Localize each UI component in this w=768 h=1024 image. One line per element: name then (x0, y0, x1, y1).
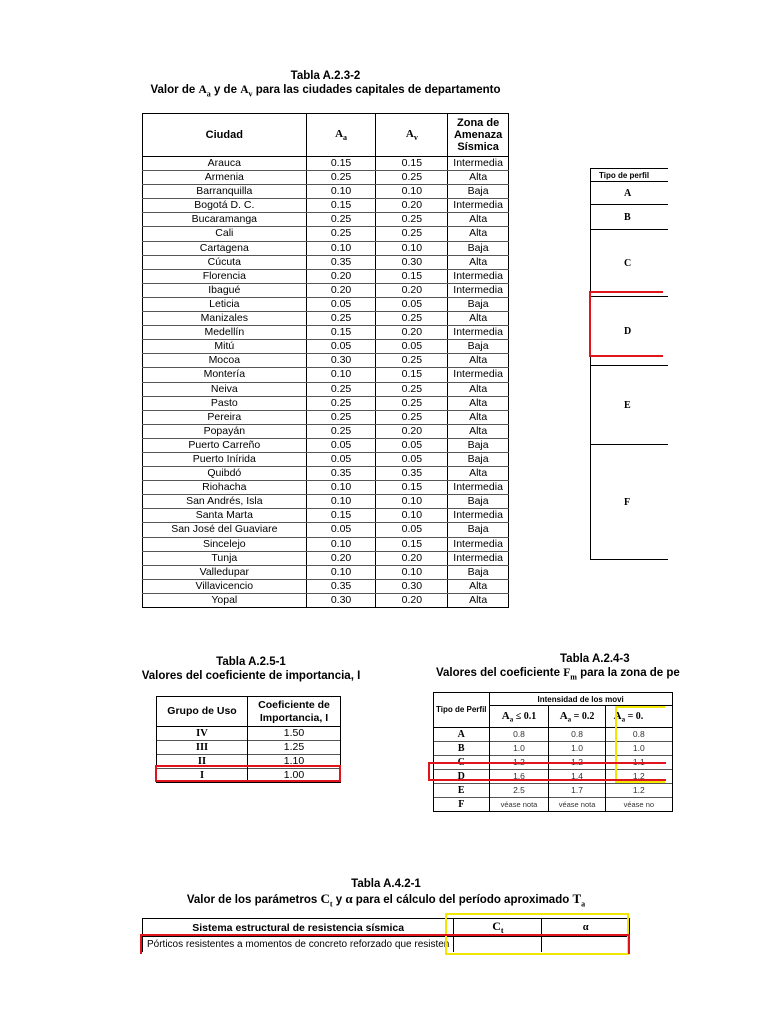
cell-zona: Alta (448, 382, 509, 396)
cell-aa: 0.20 (306, 283, 376, 297)
table-row (143, 340, 509, 354)
cell-ciudad: Sincelejo (143, 537, 307, 551)
cell-zona: Alta (448, 424, 509, 438)
cell-av: 0.25 (376, 354, 448, 368)
cell-ciudad: Bogotá D. C. (143, 199, 307, 213)
header-zona: Zona de Amenaza Sísmica (448, 114, 509, 157)
cell-ciudad: Popayán (143, 424, 307, 438)
table-row (143, 467, 509, 481)
tipo-perfil-row: E (591, 366, 669, 445)
cell-ciudad: San Andrés, Isla (143, 495, 307, 509)
cell-av: 0.35 (376, 467, 448, 481)
cell-zona: Baja (448, 340, 509, 354)
cell-zona: Alta (448, 171, 509, 185)
cell-zona: Baja (448, 185, 509, 199)
cell-aa: 0.35 (306, 579, 376, 593)
cell-av: 0.10 (376, 241, 448, 255)
cell-grupo: I (157, 769, 248, 783)
cell-aa: 0.15 (306, 509, 376, 523)
cell-zona: Intermedia (448, 269, 509, 283)
cell-fm: 1.6 (489, 770, 549, 784)
tipo-perfil-table (590, 168, 668, 560)
cell-zona: Intermedia (448, 537, 509, 551)
cell-aa: 0.05 (306, 523, 376, 537)
cell-aa: 0.10 (306, 368, 376, 382)
cell-av: 0.30 (376, 579, 448, 593)
cell-av: 0.10 (376, 565, 448, 579)
table-row (143, 241, 509, 255)
cell-zona: Intermedia (448, 481, 509, 495)
table-row (143, 523, 509, 537)
cell-ciudad: Puerto Inírida (143, 452, 307, 466)
cell-fm: 1.7 (549, 784, 605, 798)
tabla-a243-title: Tabla A.2.4-3 (560, 653, 630, 665)
cell-ciudad: Manizales (143, 312, 307, 326)
table-row (143, 354, 509, 368)
cell-fm: véase nota (489, 798, 549, 812)
cell-aa: 0.30 (306, 593, 376, 607)
cell-av: 0.15 (376, 481, 448, 495)
highlight-perfil-d-row (428, 762, 666, 781)
partial-row-text: Pórticos resistentes a momentos de concreto reforzado que resisten (143, 937, 454, 953)
cell-av: 0.05 (376, 340, 448, 354)
tabla-a421-subtitle: Valor de los parámetros $C_t$ y α para el cálculo del período aproximado $T_a$ (186, 891, 586, 909)
cell-fm: 1.2 (605, 770, 672, 784)
cell-av: 0.05 (376, 438, 448, 452)
cell-aa: 0.10 (306, 537, 376, 551)
cell-aa: 0.35 (306, 467, 376, 481)
table-row (143, 199, 509, 213)
cell-ciudad: Neiva (143, 382, 307, 396)
tipo-perfil-row: C (591, 230, 669, 297)
cell-coeficiente: 1.50 (248, 727, 341, 741)
cell-av: 0.20 (376, 551, 448, 565)
cell-tipo: E (434, 784, 490, 798)
tipo-perfil-row: D (591, 297, 669, 366)
cell-fm: 0.8 (549, 728, 605, 742)
tipo-perfil-header: Tipo de perfil (591, 169, 669, 182)
cell-fm: 1.1 (605, 756, 672, 770)
table-row (143, 312, 509, 326)
table-row (143, 551, 509, 565)
cell-zona: Intermedia (448, 368, 509, 382)
cell-fm: 0.8 (605, 728, 672, 742)
table-row (143, 283, 509, 297)
highlight-perfil-d (589, 291, 663, 357)
tabla-a251-subtitle: Valores del coeficiente de importancia, I (141, 670, 361, 682)
highlight-porticos-row (140, 934, 630, 954)
table-row (143, 255, 509, 269)
table-row (143, 565, 509, 579)
tabla-a232-subtitle: Valor de $A_a$ y de $A_v$ para las ciudades capitales de departamento (150, 84, 501, 99)
cell-ciudad: Pereira (143, 410, 307, 424)
table-row (143, 326, 509, 340)
cell-av: 0.05 (376, 297, 448, 311)
cell-zona: Baja (448, 297, 509, 311)
header-aa-03: $A_a = 0$. (605, 706, 672, 728)
cell-fm: 2.5 (489, 784, 549, 798)
cell-coeficiente: 1.00 (248, 769, 341, 783)
cell-aa: 0.05 (306, 452, 376, 466)
table-row (143, 410, 509, 424)
cell-aa: 0.10 (306, 241, 376, 255)
cell-av: 0.25 (376, 396, 448, 410)
cell-av: 0.20 (376, 593, 448, 607)
cell-zona: Intermedia (448, 157, 509, 171)
cell-ciudad: Valledupar (143, 565, 307, 579)
cell-grupo: II (157, 755, 248, 769)
cell-ciudad: Barranquilla (143, 185, 307, 199)
cell-aa: 0.20 (306, 269, 376, 283)
cell-av: 0.10 (376, 495, 448, 509)
cell-fm: 1.0 (489, 742, 549, 756)
tabla-a421-title: Tabla A.4.2-1 (351, 878, 421, 890)
cell-fm: 1.2 (489, 756, 549, 770)
header-coeficiente: Coeficiente de Importancia, I (248, 697, 341, 727)
table-row (434, 798, 673, 812)
cell-av: 0.20 (376, 283, 448, 297)
table-row (143, 593, 509, 607)
header-aa: $A_a$ (306, 114, 376, 157)
cell-aa: 0.35 (306, 255, 376, 269)
table-row (143, 269, 509, 283)
cell-ciudad: Mocoa (143, 354, 307, 368)
header-aa-01: $A_a \le 0.1$ (489, 706, 549, 728)
table-row (143, 481, 509, 495)
cell-zona: Alta (448, 410, 509, 424)
highlight-grupo-i (155, 765, 341, 782)
tabla-a232-title: Tabla A.2.3-2 (290, 70, 361, 82)
cell-av: 0.15 (376, 368, 448, 382)
cell-ciudad: Cúcuta (143, 255, 307, 269)
cell-ciudad: Florencia (143, 269, 307, 283)
cell-ciudad: Quibdó (143, 467, 307, 481)
cell-ciudad: Bucaramanga (143, 213, 307, 227)
table-row (143, 438, 509, 452)
cell-zona: Baja (448, 438, 509, 452)
cell-fm: 0.8 (489, 728, 549, 742)
table-row (143, 509, 509, 523)
tabla-a232-body (143, 157, 509, 608)
header-intensidad: Intensidad de los movi (489, 693, 672, 706)
cell-av: 0.30 (376, 255, 448, 269)
cell-av: 0.05 (376, 523, 448, 537)
tipo-perfil-clip (588, 166, 660, 550)
cell-grupo: III (157, 741, 248, 755)
table-row (157, 741, 341, 755)
cell-ciudad: Armenia (143, 171, 307, 185)
table-row (143, 537, 509, 551)
cell-av: 0.10 (376, 185, 448, 199)
cell-tipo: C (434, 756, 490, 770)
tabla-a232 (142, 113, 509, 608)
cell-coeficiente: 1.25 (248, 741, 341, 755)
cell-zona: Alta (448, 213, 509, 227)
cell-aa: 0.15 (306, 199, 376, 213)
cell-zona: Alta (448, 396, 509, 410)
cell-aa: 0.10 (306, 495, 376, 509)
cell-ciudad: Cali (143, 227, 307, 241)
cell-ciudad: San José del Guaviare (143, 523, 307, 537)
table-row (143, 157, 509, 171)
tipo-perfil-row: F (591, 445, 669, 560)
table-row (143, 213, 509, 227)
cell-ciudad: Cartagena (143, 241, 307, 255)
cell-zona: Intermedia (448, 283, 509, 297)
cell-aa: 0.05 (306, 297, 376, 311)
cell-coeficiente: 1.10 (248, 755, 341, 769)
table-row (143, 396, 509, 410)
table-row (143, 368, 509, 382)
table-row (434, 784, 673, 798)
cell-ciudad: Villavicencio (143, 579, 307, 593)
cell-av: 0.25 (376, 171, 448, 185)
cell-aa: 0.20 (306, 551, 376, 565)
cell-ciudad: Yopal (143, 593, 307, 607)
cell-tipo: D (434, 770, 490, 784)
cell-aa: 0.05 (306, 438, 376, 452)
cell-zona: Alta (448, 579, 509, 593)
cell-aa: 0.25 (306, 213, 376, 227)
cell-zona: Alta (448, 354, 509, 368)
cell-aa: 0.10 (306, 185, 376, 199)
cell-fm: 1.4 (549, 770, 605, 784)
cell-ciudad: Tunja (143, 551, 307, 565)
cell-fm: 1.0 (605, 742, 672, 756)
cell-aa: 0.25 (306, 171, 376, 185)
cell-fm: 1.2 (549, 756, 605, 770)
cell-av: 0.25 (376, 382, 448, 396)
header-alpha: α (542, 919, 630, 937)
cell-tipo: F (434, 798, 490, 812)
table-row (143, 227, 509, 241)
header-sistema: Sistema estructural de resistencia sísmica (143, 919, 454, 937)
table-row (157, 727, 341, 741)
cell-ciudad: Pasto (143, 396, 307, 410)
table-row (143, 579, 509, 593)
tabla-a243-subtitle: Valores del coeficiente $F_m$ para la zona de pe (436, 667, 680, 682)
cell-av: 0.10 (376, 509, 448, 523)
cell-aa: 0.15 (306, 326, 376, 340)
cell-aa: 0.25 (306, 396, 376, 410)
cell-fm: véase nota (549, 798, 605, 812)
cell-av: 0.05 (376, 452, 448, 466)
cell-zona: Alta (448, 227, 509, 241)
cell-ciudad: Leticia (143, 297, 307, 311)
cell-zona: Intermedia (448, 326, 509, 340)
cell-ciudad: Ibagué (143, 283, 307, 297)
table-row (143, 297, 509, 311)
cell-zona: Alta (448, 467, 509, 481)
cell-av: 0.15 (376, 269, 448, 283)
cell-av: 0.25 (376, 213, 448, 227)
cell-av: 0.25 (376, 410, 448, 424)
cell-aa: 0.30 (306, 354, 376, 368)
cell-zona: Alta (448, 255, 509, 269)
cell-ciudad: Arauca (143, 157, 307, 171)
cell-aa: 0.15 (306, 157, 376, 171)
cell-ciudad: Mitú (143, 340, 307, 354)
cell-av: 0.25 (376, 227, 448, 241)
table-row (143, 452, 509, 466)
cell-tipo: B (434, 742, 490, 756)
header-tipo-perfil: Tipo de Perfil (434, 693, 490, 728)
cell-grupo: IV (157, 727, 248, 741)
cell-ciudad: Riohacha (143, 481, 307, 495)
cell-av: 0.15 (376, 157, 448, 171)
cell-fm: 1.2 (605, 784, 672, 798)
cell-zona: Intermedia (448, 551, 509, 565)
cell-ciudad: Medellín (143, 326, 307, 340)
cell-zona: Baja (448, 241, 509, 255)
cell-ciudad: Santa Marta (143, 509, 307, 523)
tipo-perfil-row: A (591, 182, 669, 205)
header-ct: $C_t$ (454, 919, 542, 937)
cell-tipo: A (434, 728, 490, 742)
cell-av: 0.25 (376, 312, 448, 326)
cell-av: 0.15 (376, 537, 448, 551)
cell-zona: Intermedia (448, 199, 509, 213)
cell-aa: 0.25 (306, 382, 376, 396)
header-av: $A_v$ (376, 114, 448, 157)
cell-fm: 1.0 (549, 742, 605, 756)
cell-aa: 0.10 (306, 565, 376, 579)
table-row (143, 495, 509, 509)
cell-zona: Baja (448, 523, 509, 537)
tipo-perfil-row: B (591, 205, 669, 230)
cell-aa: 0.25 (306, 227, 376, 241)
cell-av: 0.20 (376, 199, 448, 213)
cell-ciudad: Puerto Carreño (143, 438, 307, 452)
header-ciudad: Ciudad (143, 114, 307, 157)
cell-aa: 0.05 (306, 340, 376, 354)
cell-zona: Baja (448, 452, 509, 466)
cell-zona: Baja (448, 495, 509, 509)
cell-ciudad: Montería (143, 368, 307, 382)
cell-aa: 0.25 (306, 424, 376, 438)
cell-aa: 0.10 (306, 481, 376, 495)
cell-zona: Intermedia (448, 509, 509, 523)
cell-zona: Alta (448, 312, 509, 326)
table-row (143, 185, 509, 199)
cell-aa: 0.25 (306, 312, 376, 326)
header-aa-02: $A_a = 0.2$ (549, 706, 605, 728)
cell-av: 0.20 (376, 326, 448, 340)
table-row (143, 424, 509, 438)
cell-av: 0.20 (376, 424, 448, 438)
cell-aa: 0.25 (306, 410, 376, 424)
table-row (143, 171, 509, 185)
tabla-a251-title: Tabla A.2.5-1 (216, 656, 286, 668)
table-row (143, 382, 509, 396)
header-grupo-uso: Grupo de Uso (157, 697, 248, 727)
cell-zona: Baja (448, 565, 509, 579)
cell-zona: Alta (448, 593, 509, 607)
cell-fm: véase no (605, 798, 672, 812)
